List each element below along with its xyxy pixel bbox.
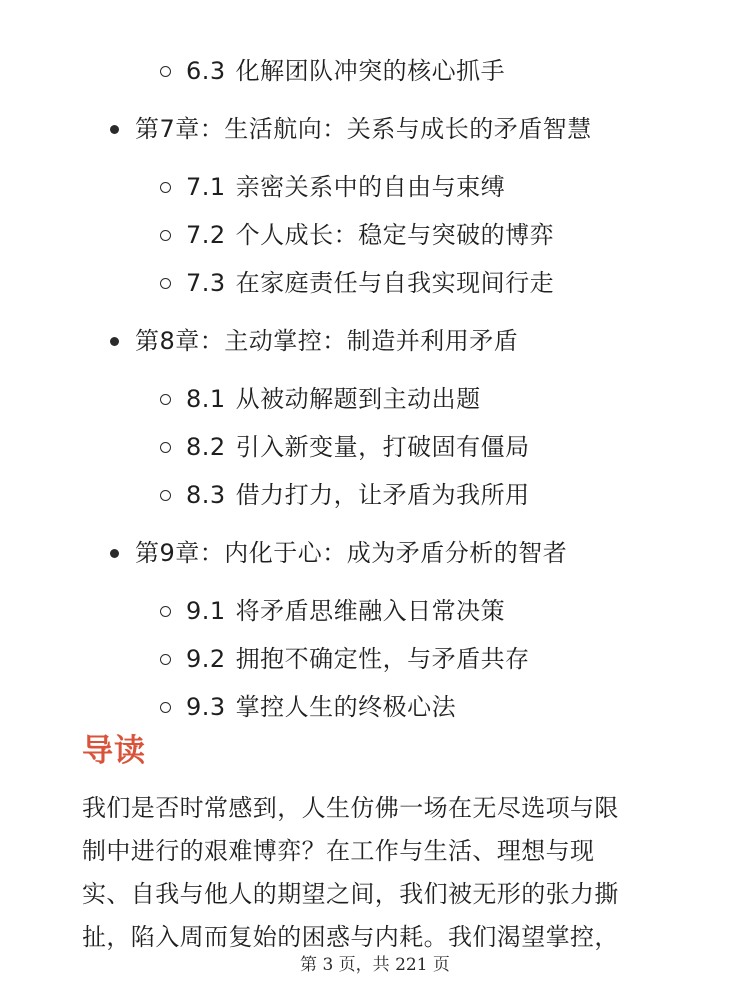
hollow-bullet-icon xyxy=(160,66,171,77)
toc-section-number: 7.3 xyxy=(186,269,226,297)
hollow-bullet-icon xyxy=(160,442,171,453)
toc-section-title: 掌控人生的终极心法 xyxy=(235,693,457,721)
intro-paragraph xyxy=(82,787,672,959)
toc-section-title: 借力打力，让矛盾为我所用 xyxy=(235,481,530,509)
paragraph-line: 扯，陷入周而复始的困惑与内耗。我们渴望掌控， xyxy=(82,923,619,951)
toc-section-number: 8.3 xyxy=(186,481,226,509)
hollow-bullet-icon xyxy=(160,182,171,193)
toc-section-number: 7.1 xyxy=(186,173,226,201)
hollow-bullet-icon xyxy=(160,654,171,665)
toc-section-number: 7.2 xyxy=(186,221,226,249)
hollow-bullet-icon xyxy=(160,230,171,241)
page-number-footer: 第 3 页，共 221 页 xyxy=(300,955,450,975)
toc-section-number: 9.2 xyxy=(186,645,226,673)
hollow-bullet-icon xyxy=(160,278,171,289)
filled-bullet-icon xyxy=(110,125,119,134)
toc-chapter-7[interactable] xyxy=(0,105,750,153)
toc-section-9-3[interactable] xyxy=(0,683,750,731)
toc-section-8-2[interactable] xyxy=(0,423,750,471)
paragraph-line: 我们是否时常感到，人生仿佛一场在无尽选项与限 xyxy=(82,794,619,822)
hollow-bullet-icon xyxy=(160,702,171,713)
hollow-bullet-icon xyxy=(160,394,171,405)
filled-bullet-icon xyxy=(110,337,119,346)
toc-section-number: 8.1 xyxy=(186,385,226,413)
paragraph-line: 实、自我与他人的期望之间，我们被无形的张力撕 xyxy=(82,880,619,908)
toc-section-number: 8.2 xyxy=(186,433,226,461)
hollow-bullet-icon xyxy=(160,490,171,501)
toc-chapter-8[interactable] xyxy=(0,317,750,365)
toc-section-title: 在家庭责任与自我实现间行走 xyxy=(235,269,555,297)
toc-section-title: 将矛盾思维融入日常决策 xyxy=(235,597,506,625)
toc-section-7-2[interactable] xyxy=(0,211,750,259)
toc-section-7-1[interactable] xyxy=(0,163,750,211)
intro-heading: 导读 xyxy=(82,733,146,769)
toc-chapter-title: 第9章：内化于心：成为矛盾分析的智者 xyxy=(135,539,568,567)
toc-chapter-9[interactable] xyxy=(0,529,750,577)
hollow-bullet-icon xyxy=(160,606,171,617)
filled-bullet-icon xyxy=(110,549,119,558)
toc-section-title: 个人成长：稳定与突破的博弈 xyxy=(235,221,555,249)
toc-section-6-3[interactable] xyxy=(0,47,750,95)
toc-section-title: 拥抱不确定性，与矛盾共存 xyxy=(235,645,530,673)
paragraph-line: 制中进行的艰难博弈？在工作与生活、理想与现 xyxy=(82,837,595,865)
toc-section-number: 6.3 xyxy=(186,57,226,85)
toc-section-8-3[interactable] xyxy=(0,471,750,519)
toc-section-9-1[interactable] xyxy=(0,587,750,635)
table-of-contents xyxy=(0,47,750,731)
toc-section-number: 9.3 xyxy=(186,693,226,721)
toc-section-7-3[interactable] xyxy=(0,259,750,307)
toc-section-title: 亲密关系中的自由与束缚 xyxy=(235,173,506,201)
toc-section-title: 化解团队冲突的核心抓手 xyxy=(235,57,506,85)
toc-section-9-2[interactable] xyxy=(0,635,750,683)
toc-section-number: 9.1 xyxy=(186,597,226,625)
toc-section-title: 引入新变量，打破固有僵局 xyxy=(235,433,530,461)
toc-section-8-1[interactable] xyxy=(0,375,750,423)
toc-chapter-title: 第7章：生活航向：关系与成长的矛盾智慧 xyxy=(135,115,592,143)
toc-chapter-title: 第8章：主动掌控：制造并利用矛盾 xyxy=(135,327,519,355)
toc-section-title: 从被动解题到主动出题 xyxy=(235,385,481,413)
